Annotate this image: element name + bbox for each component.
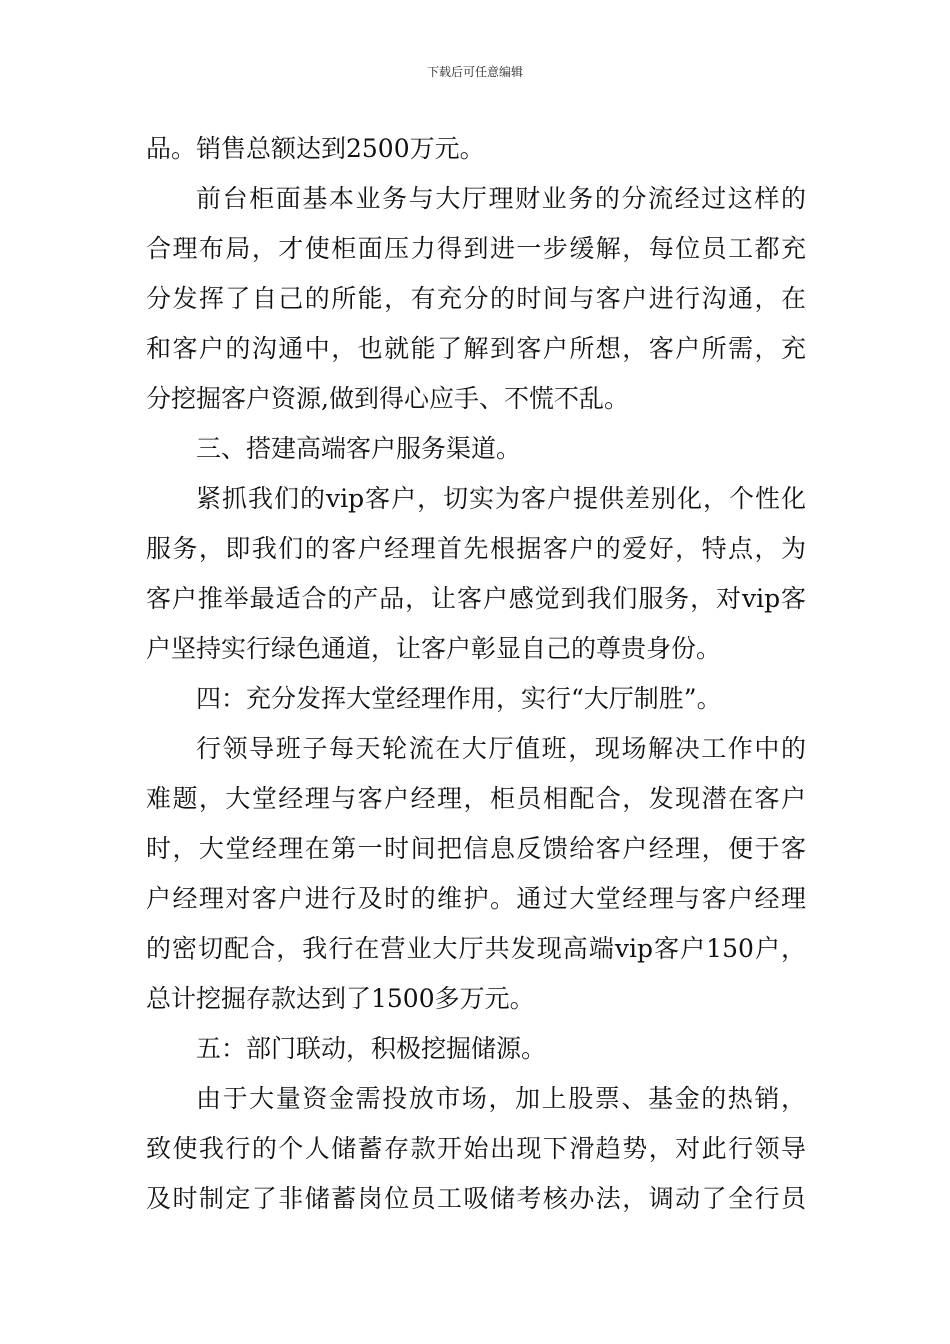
page-header-note: 下载后可任意编辑 bbox=[426, 65, 523, 79]
text-line: 难题，大堂经理与客户经理，柜员相配合，发现潜在客户 bbox=[146, 784, 806, 813]
text-line: 和客户的沟通中，也就能了解到客户所想，客户所需，充 bbox=[146, 334, 806, 363]
text-line: 紧抓我们的vip客户，切实为客户提供差别化，个性化 bbox=[196, 484, 806, 513]
document-body bbox=[146, 124, 806, 1224]
section-heading: 四：充分发挥大堂经理作用，实行“大厅制胜”。 bbox=[196, 684, 722, 713]
text-line: 及时制定了非储蓄岗位员工吸储考核办法，调动了全行员 bbox=[146, 1184, 806, 1213]
text-line: 时，大堂经理在第一时间把信息反馈给客户经理，便于客 bbox=[146, 834, 806, 863]
text-line: 分发挥了自己的所能，有充分的时间与客户进行沟通，在 bbox=[146, 284, 806, 313]
text-line: 的密切配合，我行在营业大厅共发现高端vip客户150户， bbox=[146, 934, 806, 963]
text-line: 品。销售总额达到2500万元。 bbox=[146, 134, 485, 163]
text-line: 由于大量资金需投放市场，加上股票、基金的热销， bbox=[196, 1084, 806, 1113]
text-line: 总计挖掘存款达到了1500多万元。 bbox=[146, 984, 535, 1013]
text-line: 行领导班子每天轮流在大厅值班，现场解决工作中的 bbox=[196, 734, 806, 763]
section-heading: 五：部门联动，积极挖掘储源。 bbox=[196, 1034, 547, 1063]
text-line: 分挖掘客户资源,做到得心应手、不慌不乱。 bbox=[146, 384, 629, 413]
text-line: 客户推举最适合的产品，让客户感觉到我们服务，对vip客 bbox=[146, 584, 806, 613]
text-line: 户经理对客户进行及时的维护。通过大堂经理与客户经理 bbox=[146, 884, 806, 913]
section-heading: 三、搭建高端客户服务渠道。 bbox=[196, 434, 522, 463]
text-line: 前台柜面基本业务与大厅理财业务的分流经过这样的 bbox=[196, 184, 806, 213]
text-line: 合理布局，才使柜面压力得到进一步缓解，每位员工都充 bbox=[146, 234, 806, 263]
text-line: 服务，即我们的客户经理首先根据客户的爱好，特点，为 bbox=[146, 534, 806, 563]
text-line: 户坚持实行绿色通道，让客户彰显自己的尊贵身份。 bbox=[146, 634, 722, 663]
text-line: 致使我行的个人储蓄存款开始出现下滑趋势，对此行领导 bbox=[146, 1134, 806, 1163]
